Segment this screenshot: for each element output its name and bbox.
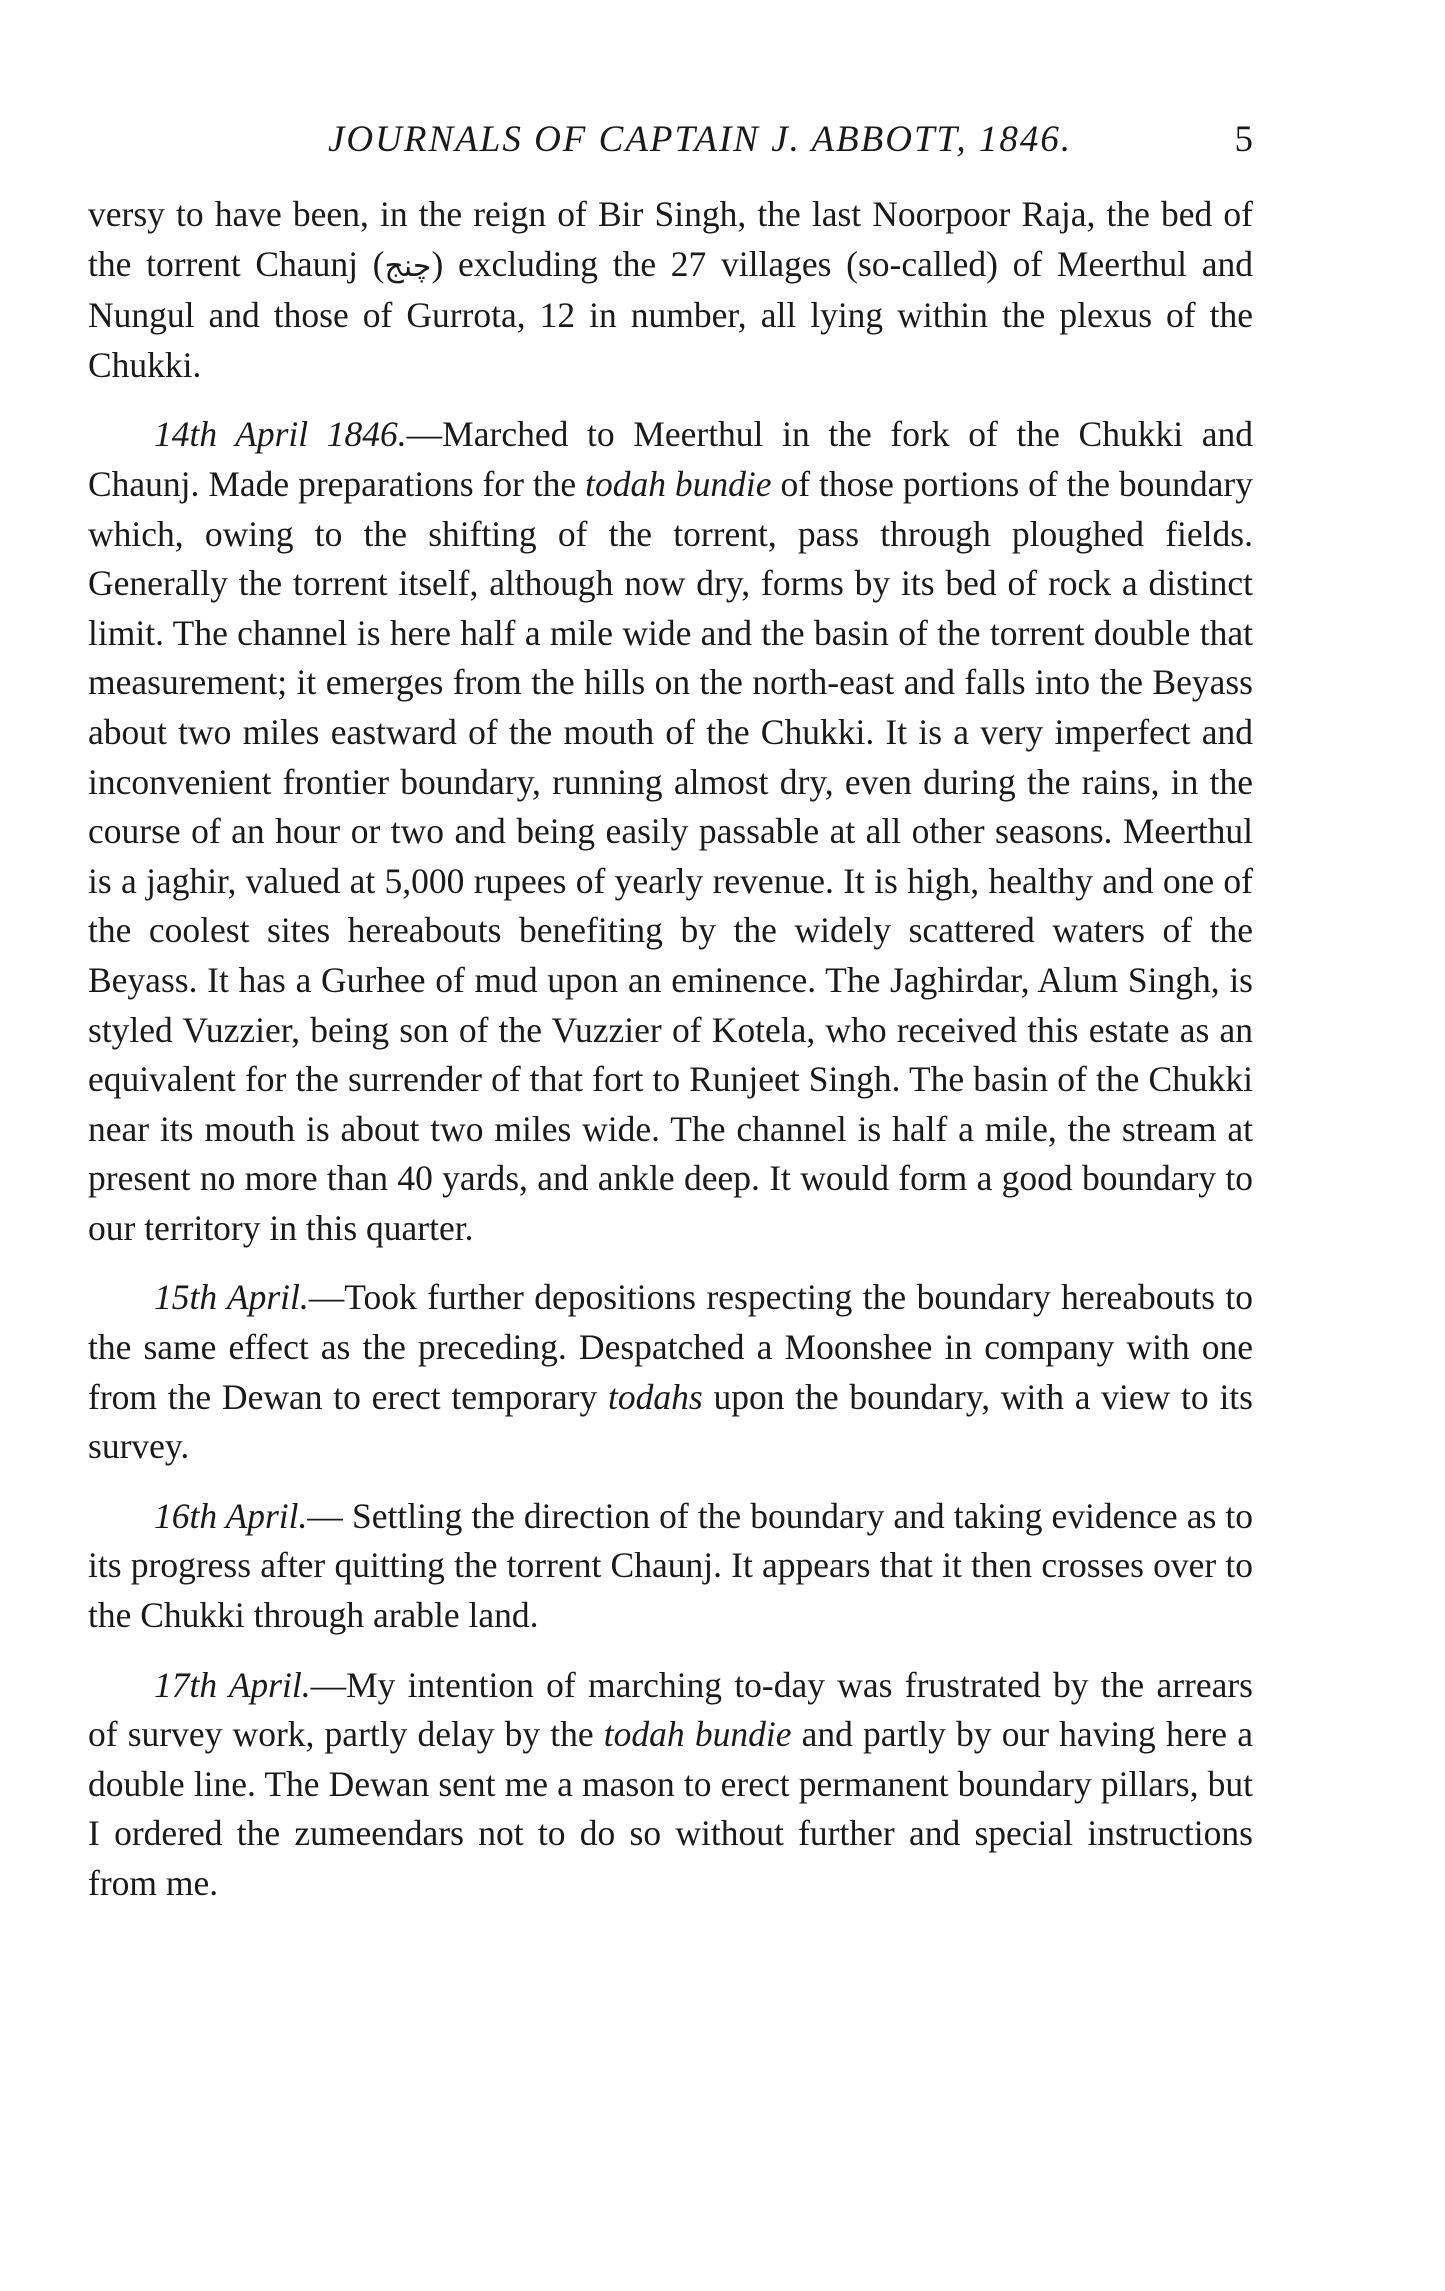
paragraph-text: of those portions of the boundary which, owing to the shifting of the torrent, pass through ploughed fields. Generally the torrent itself, although now dry, forms by its bed of rock a distinct limit. The channel is here half a mile wide and the basin of the torrent double that measurement; it emerges from the hills on the north-east and falls into the Beyass about two miles eastward of the mouth of the Chukki. It is a very imperfect and inconvenient frontier boundary, running almost dry, even during the rains, in the course of an hour or two and being easily passable at all other seasons. Meerthul is a jaghir, valued at 5,000 rupees of yearly revenue. It is high, healthy and one of the coolest sites hereabouts benefiting by the widely scattered waters of the Beyass. It has a Gurhee of mud upon an eminence. The Jaghirdar, Alum Singh, is styled Vuzzier, being son of the Vuzzier of Kotela, who received this estate as an equivalent for the surrender of that fort to Runjeet Singh. The basin of the Chukki near its mouth is about two miles wide. The channel is half a mile, the stream at present no more than 40 yards, and ankle deep. It would form a good boundary to our territory in this quarter. <box>88 463 1254 1248</box>
italic-term: todah bundie <box>603 1714 792 1755</box>
journal-entry-14th-april <box>88 410 1253 1253</box>
persian-word: چنج <box>384 248 432 284</box>
paragraph-text: — Settling the direction of the boundary and taking evidence as to its progress after quitting the torrent Chaunj. It appears that it then crosses over to the Chukki through arable land. <box>88 1495 1253 1636</box>
page-number: 5 <box>1234 119 1253 160</box>
journal-entry-17th-april <box>88 1661 1253 1909</box>
journal-entry-16th-april <box>88 1492 1253 1641</box>
entry-date: 15th April. <box>154 1277 309 1318</box>
entry-date: 17th April. <box>154 1664 311 1705</box>
paragraph-continuation <box>88 190 1253 390</box>
running-header <box>88 118 1253 168</box>
entry-date: 14th April 1846. <box>154 414 407 455</box>
paragraph-text: —Took further depositions respecting the boundary hereabouts to the same effect as the preceding. Despatched a Moonshee in company with one from the Dewan to erect temporary <box>88 1277 1254 1417</box>
paragraph-text: versy to have been, in the reign of Bir Singh, the last Noorpoor Raja, the bed of the torrent Chaunj ( <box>88 194 1253 284</box>
running-title: JOURNALS OF CAPTAIN J. ABBOTT, 1846. <box>328 119 1073 160</box>
paragraph-text: —Marched to Meerthul in the fork of the Chukki and Chaunj. Made preparations for the <box>88 414 1253 504</box>
paragraph-text: ) excluding the 27 villages (so-called) of Meerthul and Nungul and those of Gurrota, 12 in number, all lying within the plexus of the Chukki. <box>88 243 1253 385</box>
entry-date: 16th April. <box>154 1495 308 1536</box>
paragraph-text: and partly by our having here a double line. The Dewan sent me a mason to erect permanent boundary pillars, but I ordered the zumeendars not to do so without further and special instructions from me. <box>88 1714 1253 1903</box>
italic-term: todah bundie <box>585 463 772 504</box>
italic-term: todahs <box>608 1376 703 1417</box>
journal-entry-15th-april <box>88 1273 1253 1471</box>
paragraph-text: —My intention of marching to-day was frustrated by the arrears of survey work, partly delay by the <box>88 1664 1253 1755</box>
paragraph-text: upon the boundary, with a view to its survey. <box>88 1376 1253 1467</box>
journal-body <box>88 190 1253 1909</box>
